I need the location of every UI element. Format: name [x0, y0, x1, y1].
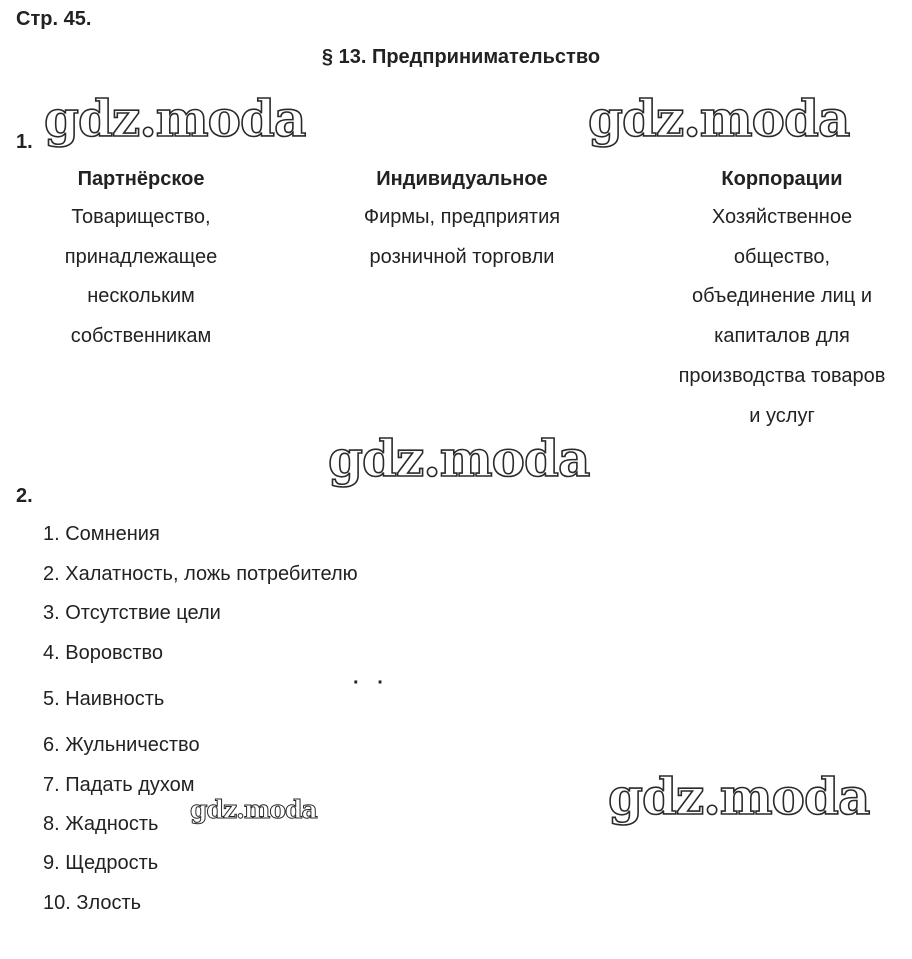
column-text-line: Хозяйственное: [711, 206, 853, 228]
column-text-line: Товарищество,: [71, 206, 211, 228]
column-text-line: розничной торговли: [369, 245, 555, 268]
page-reference: Стр. 45.: [16, 8, 92, 30]
column-text-line: капиталов для: [714, 325, 850, 348]
watermark: gdz.moda: [44, 89, 306, 148]
column-text-line: нескольким: [87, 285, 195, 308]
column-text-line: собственникам: [70, 325, 212, 348]
watermark: gdz.moda: [588, 89, 850, 148]
task-1-number: 1.: [16, 131, 33, 153]
column-individual: [332, 166, 592, 277]
column-text-line: общество,: [733, 245, 831, 268]
list-item: 9. Щедрость: [43, 852, 159, 874]
list-item: 4. Воровство: [43, 642, 164, 664]
watermark: gdz.moda: [608, 767, 870, 826]
column-corporation: [652, 166, 912, 436]
stray-mark: · ·: [353, 672, 390, 694]
column-text-line: объединение лиц и: [691, 285, 873, 308]
list-item: 8. Жадность: [43, 813, 159, 835]
list-item: 7. Падать духом: [43, 774, 195, 796]
column-text-line: принадлежащее: [64, 245, 218, 268]
column-partnership: [30, 166, 252, 357]
column-heading: Корпорации: [721, 168, 843, 190]
list-item: 3. Отсутствие цели: [43, 602, 221, 624]
section-title: § 13. Предпринимательство: [321, 46, 601, 68]
column-heading: Партнёрское: [77, 168, 205, 190]
column-text-line: Фирмы, предприятия: [363, 206, 561, 228]
column-text-line: производства товаров: [678, 364, 886, 387]
column-text-line: и услуг: [749, 404, 815, 427]
watermark: gdz.moda: [190, 795, 317, 824]
column-heading: Индивидуальное: [376, 168, 548, 190]
watermark: gdz.moda: [328, 429, 590, 488]
list-item: 6. Жульничество: [43, 734, 200, 756]
list-item: 2. Халатность, ложь потребителю: [43, 563, 358, 585]
list-item: 10. Злость: [43, 892, 142, 914]
task-2-number: 2.: [16, 485, 33, 507]
list-item: 5. Наивность: [43, 688, 165, 710]
list-item: 1. Сомнения: [43, 523, 160, 545]
